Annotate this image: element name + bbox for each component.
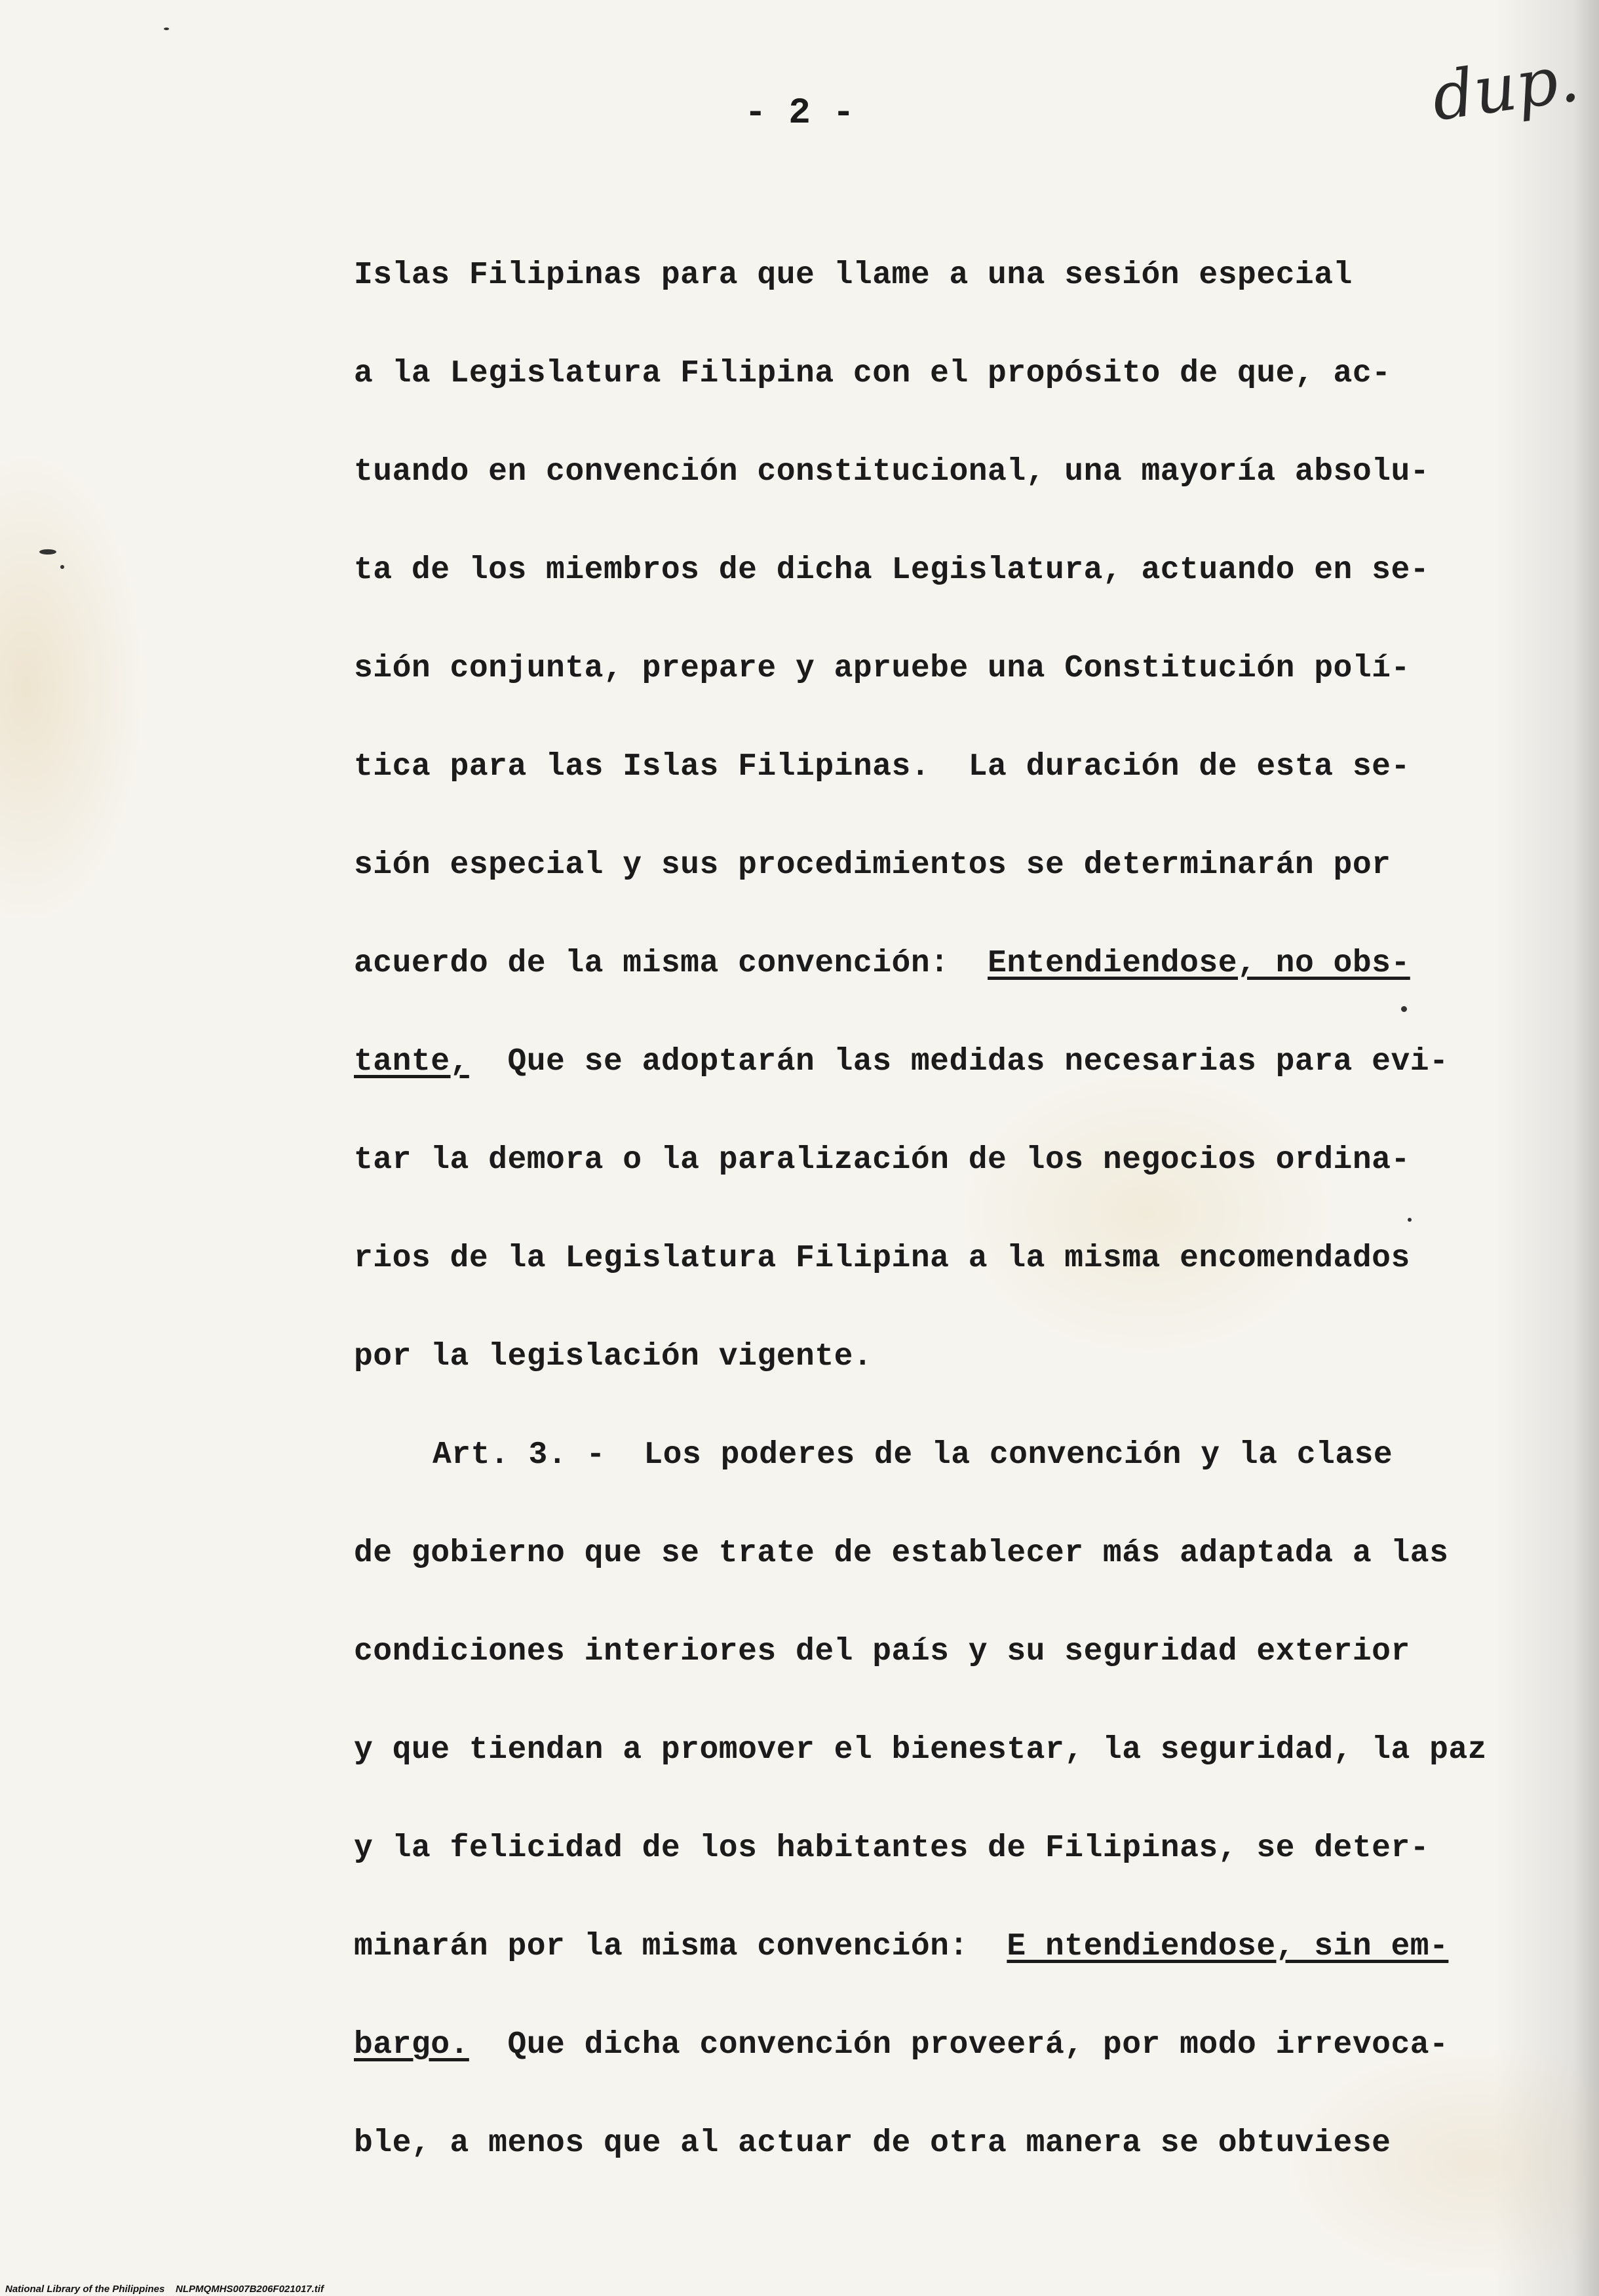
scan-speck xyxy=(1401,1006,1407,1012)
text-line xyxy=(354,2025,1448,2065)
page-number: - 2 - xyxy=(744,92,855,134)
handwritten-annotation: dup. xyxy=(1427,39,1584,136)
scan-footer xyxy=(5,2284,324,2295)
text-line: Islas Filipinas para que llame a una sesión especial xyxy=(354,258,1353,293)
text-line: y que tiendan a promover el bienestar, la seguridad, la paz xyxy=(354,1732,1487,1768)
text-line xyxy=(354,944,1410,983)
text-line: condiciones interiores del país y su seguridad exterior xyxy=(354,1634,1410,1669)
text-line xyxy=(354,1042,1448,1081)
text-segment: Que dicha convención proveerá, por modo irrevoca- xyxy=(469,2027,1449,2063)
footer-filename: NLPMQMHS007B206F021017.tif xyxy=(176,2284,324,2295)
text-line: sión especial y sus procedimientos se determinarán por xyxy=(354,847,1391,883)
text-segment: Que se adoptarán las medidas necesarias para evi- xyxy=(469,1044,1449,1080)
text-line: ble, a menos que al actuar de otra manera se obtuviese xyxy=(354,2126,1391,2161)
text-segment: minarán por la misma convención: xyxy=(354,1929,969,1964)
text-segment: acuerdo de la misma convención: xyxy=(354,946,950,981)
text-line: tuando en convención constitucional, una mayoría absolu- xyxy=(354,454,1430,490)
text-line: tica para las Islas Filipinas. La duración de esta se- xyxy=(354,749,1410,785)
footer-library: National Library of the Philippines xyxy=(5,2284,165,2295)
article-heading-line: Art. 3. - Los poderes de la convención y la clase xyxy=(433,1437,1393,1473)
text-line: a la Legislatura Filipina con el propósito de que, ac- xyxy=(354,356,1391,391)
scan-speck xyxy=(39,549,56,555)
text-line: de gobierno que se trate de establecer más adaptada a las xyxy=(354,1536,1449,1571)
underlined-proviso: E ntendiendose, sin em- xyxy=(1007,1929,1449,1964)
text-line xyxy=(354,1927,1448,1966)
scan-speck xyxy=(60,565,64,569)
text-line: sión conjunta, prepare y apruebe una Constitución polí- xyxy=(354,651,1410,686)
text-line: ta de los miembros de dicha Legislatura, actuando en se- xyxy=(354,553,1430,588)
underlined-proviso: bargo. xyxy=(354,2027,469,2063)
text-line: y la felicidad de los habitantes de Filipinas, se deter- xyxy=(354,1831,1430,1866)
text-line: tar la demora o la paralización de los negocios ordina- xyxy=(354,1142,1410,1178)
text-line: rios de la Legislatura Filipina a la misma encomendados xyxy=(354,1241,1410,1276)
underlined-proviso: tante, xyxy=(354,1044,469,1080)
text-line: por la legislación vigente. xyxy=(354,1339,873,1374)
scan-speck xyxy=(164,28,169,30)
scan-speck xyxy=(1408,1218,1412,1222)
underlined-proviso: Entendiendose, no obs- xyxy=(988,946,1410,981)
